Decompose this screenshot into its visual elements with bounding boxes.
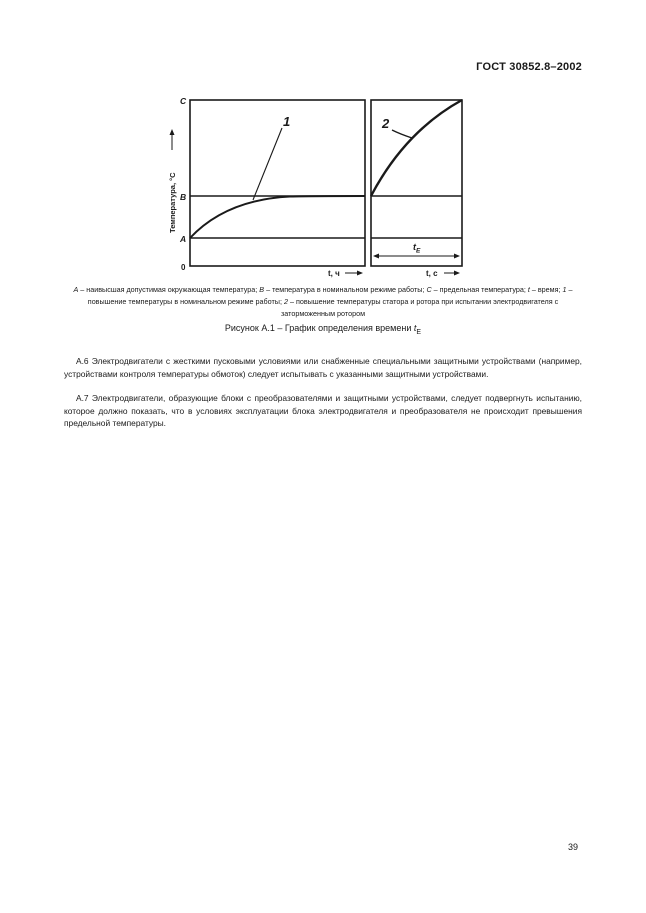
te-label-sub: E (416, 247, 421, 255)
te-arrow-left (373, 254, 379, 259)
paragraph-a6: А.6 Электродвигатели с жесткими пусковыми условиями или снабженные специальными защитными устройствами (например, устройствами контроля температуры обмоток) следует испытывать с указанными защитными устройствами. (64, 356, 582, 379)
note-2-text: – повышение температуры статора и ротора при испытании электродвигателя с заторможенным ротором (280, 297, 559, 318)
te-arrow-right (454, 254, 460, 259)
x-axis-arrow-left-head (357, 271, 363, 276)
y-tick-zero: 0 (181, 263, 186, 272)
figure-caption (0, 323, 646, 336)
curve-1 (190, 196, 365, 238)
curve-2-leader (392, 130, 412, 138)
standard-header: ГОСТ 30852.8–2002 (476, 61, 582, 73)
left-panel-frame (190, 100, 365, 266)
note-b-text: – температура в номинальном режиме работы; (264, 285, 427, 294)
curve-2-label: 2 (382, 116, 390, 131)
y-axis-arrow-head (170, 129, 175, 135)
paragraph-a7: А.7 Электродвигатели, образующие блоки с преобразователями и защитными устройствами, следует подвергнуть испытанию, которое должно показать, что в условиях эксплуатации блока электродвигателя и преобразователя не происходит превышения предельной температуры. (64, 393, 582, 428)
x-axis-label-right: t, с (426, 269, 438, 278)
note-1-key: 1 (562, 285, 567, 294)
note-a-key: A (73, 285, 79, 294)
curve-1-leader (253, 128, 282, 200)
temperature-time-graph (160, 88, 480, 280)
x-axis-label-left: t, ч (328, 269, 340, 278)
y-tick-b: B (180, 192, 187, 202)
y-tick-a: A (180, 234, 187, 244)
curve-1-label: 1 (283, 114, 291, 129)
caption-var: t (413, 323, 417, 333)
x-axis-arrow-right-head (454, 271, 460, 276)
note-t-text: – время; (529, 285, 563, 294)
te-label (413, 242, 421, 255)
note-2-key: 2 (283, 297, 288, 306)
te-label-var: t (413, 242, 416, 252)
note-c-text: – предельная температура; (431, 285, 528, 294)
curve-2 (371, 100, 462, 196)
caption-sub: E (416, 329, 422, 336)
te-determination-figure (160, 88, 480, 280)
note-c-key: C (426, 285, 432, 294)
note-t-key: t (527, 285, 530, 294)
figure-legend-note (60, 284, 586, 320)
page-number: 39 (567, 842, 578, 852)
y-axis-label: Температура, °С (168, 172, 177, 233)
note-b-key: B (259, 285, 265, 294)
note-a-text: – наивысшая допустимая окружающая температура; (78, 285, 260, 294)
caption-text: Рисунок А.1 – График определения времени (224, 323, 414, 333)
note-1-text: – повышение температуры в номинальном режиме работы; (87, 285, 573, 306)
y-tick-c: C (180, 96, 187, 106)
